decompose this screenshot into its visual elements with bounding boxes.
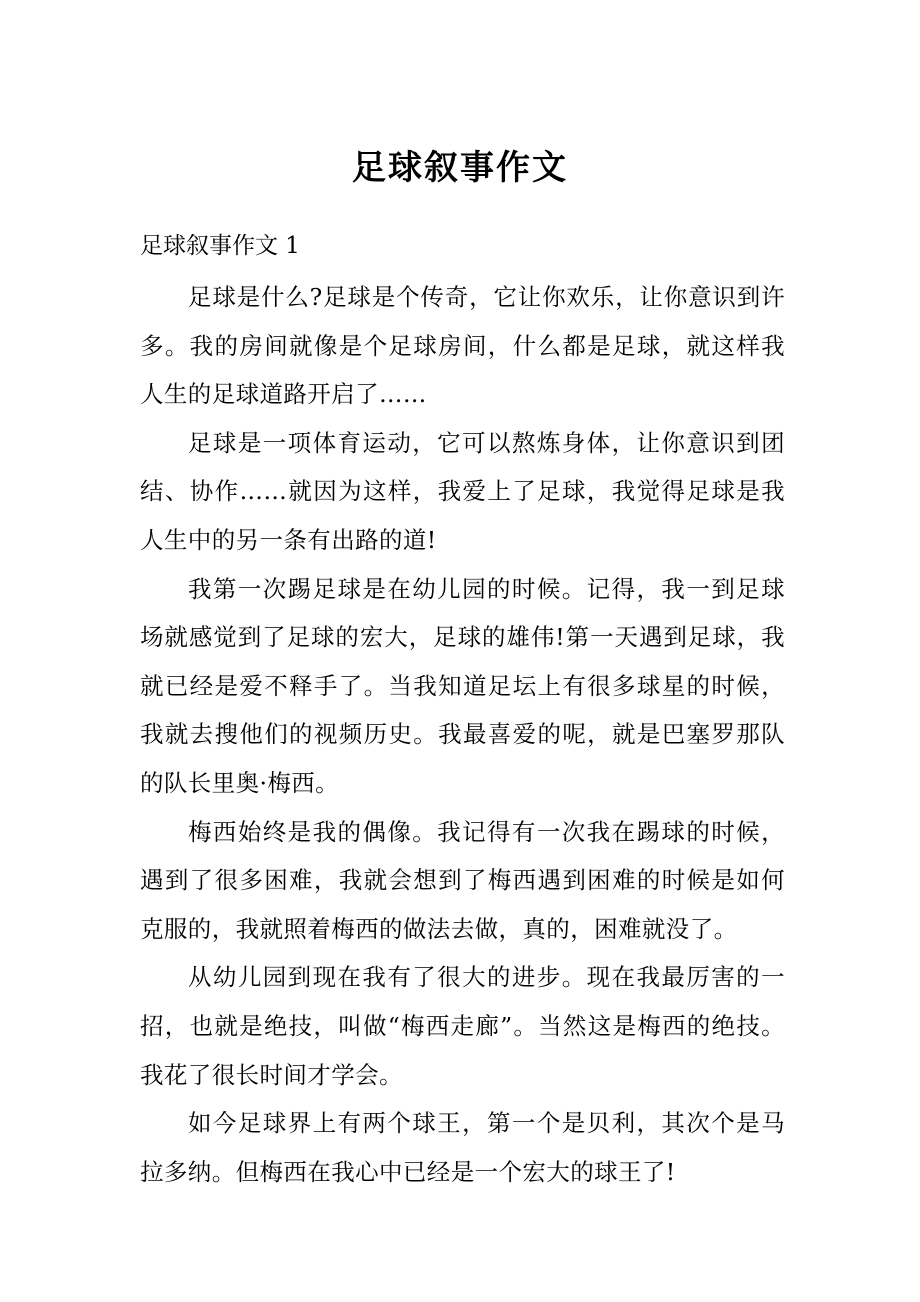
section-heading: 足球叙事作文 1 — [140, 233, 300, 259]
paragraph: 足球是什么?足球是个传奇，它让你欢乐，让你意识到许多。我的房间就像是个足球房间，什么都是足球，就这样我人生的足球道路开启了…… — [140, 283, 785, 409]
document-title: 足球叙事作文 — [352, 148, 568, 188]
paragraph: 我第一次踢足球是在幼儿园的时候。记得，我一到足球场就感觉到了足球的宏大，足球的雄伟!第一天遇到足球，我就已经是爱不释手了。当我知道足坛上有很多球星的时候，我就去搜他们的视频历史。我最喜爱的呢，就是巴塞罗那队的队长里奥·梅西。 — [140, 574, 785, 797]
paragraph: 如今足球界上有两个球王，第一个是贝利，其次个是马拉多纳。但梅西在我心中已经是一个宏大的球王了! — [140, 1109, 785, 1186]
paragraph: 足球是一项体育运动，它可以熬炼身体，让你意识到团结、协作……就因为这样，我爱上了足球，我觉得足球是我人生中的另一条有出路的道! — [140, 428, 785, 554]
document-body — [140, 273, 785, 1196]
paragraph: 从幼儿园到现在我有了很大的进步。现在我最厉害的一招，也就是绝技，叫做“梅西走廊”。当然这是梅西的绝技。我花了很长时间才学会。 — [140, 963, 785, 1089]
paragraph: 梅西始终是我的偶像。我记得有一次我在踢球的时候，遇到了很多困难，我就会想到了梅西遇到困难的时候是如何克服的，我就照着梅西的做法去做，真的，困难就没了。 — [140, 817, 785, 943]
